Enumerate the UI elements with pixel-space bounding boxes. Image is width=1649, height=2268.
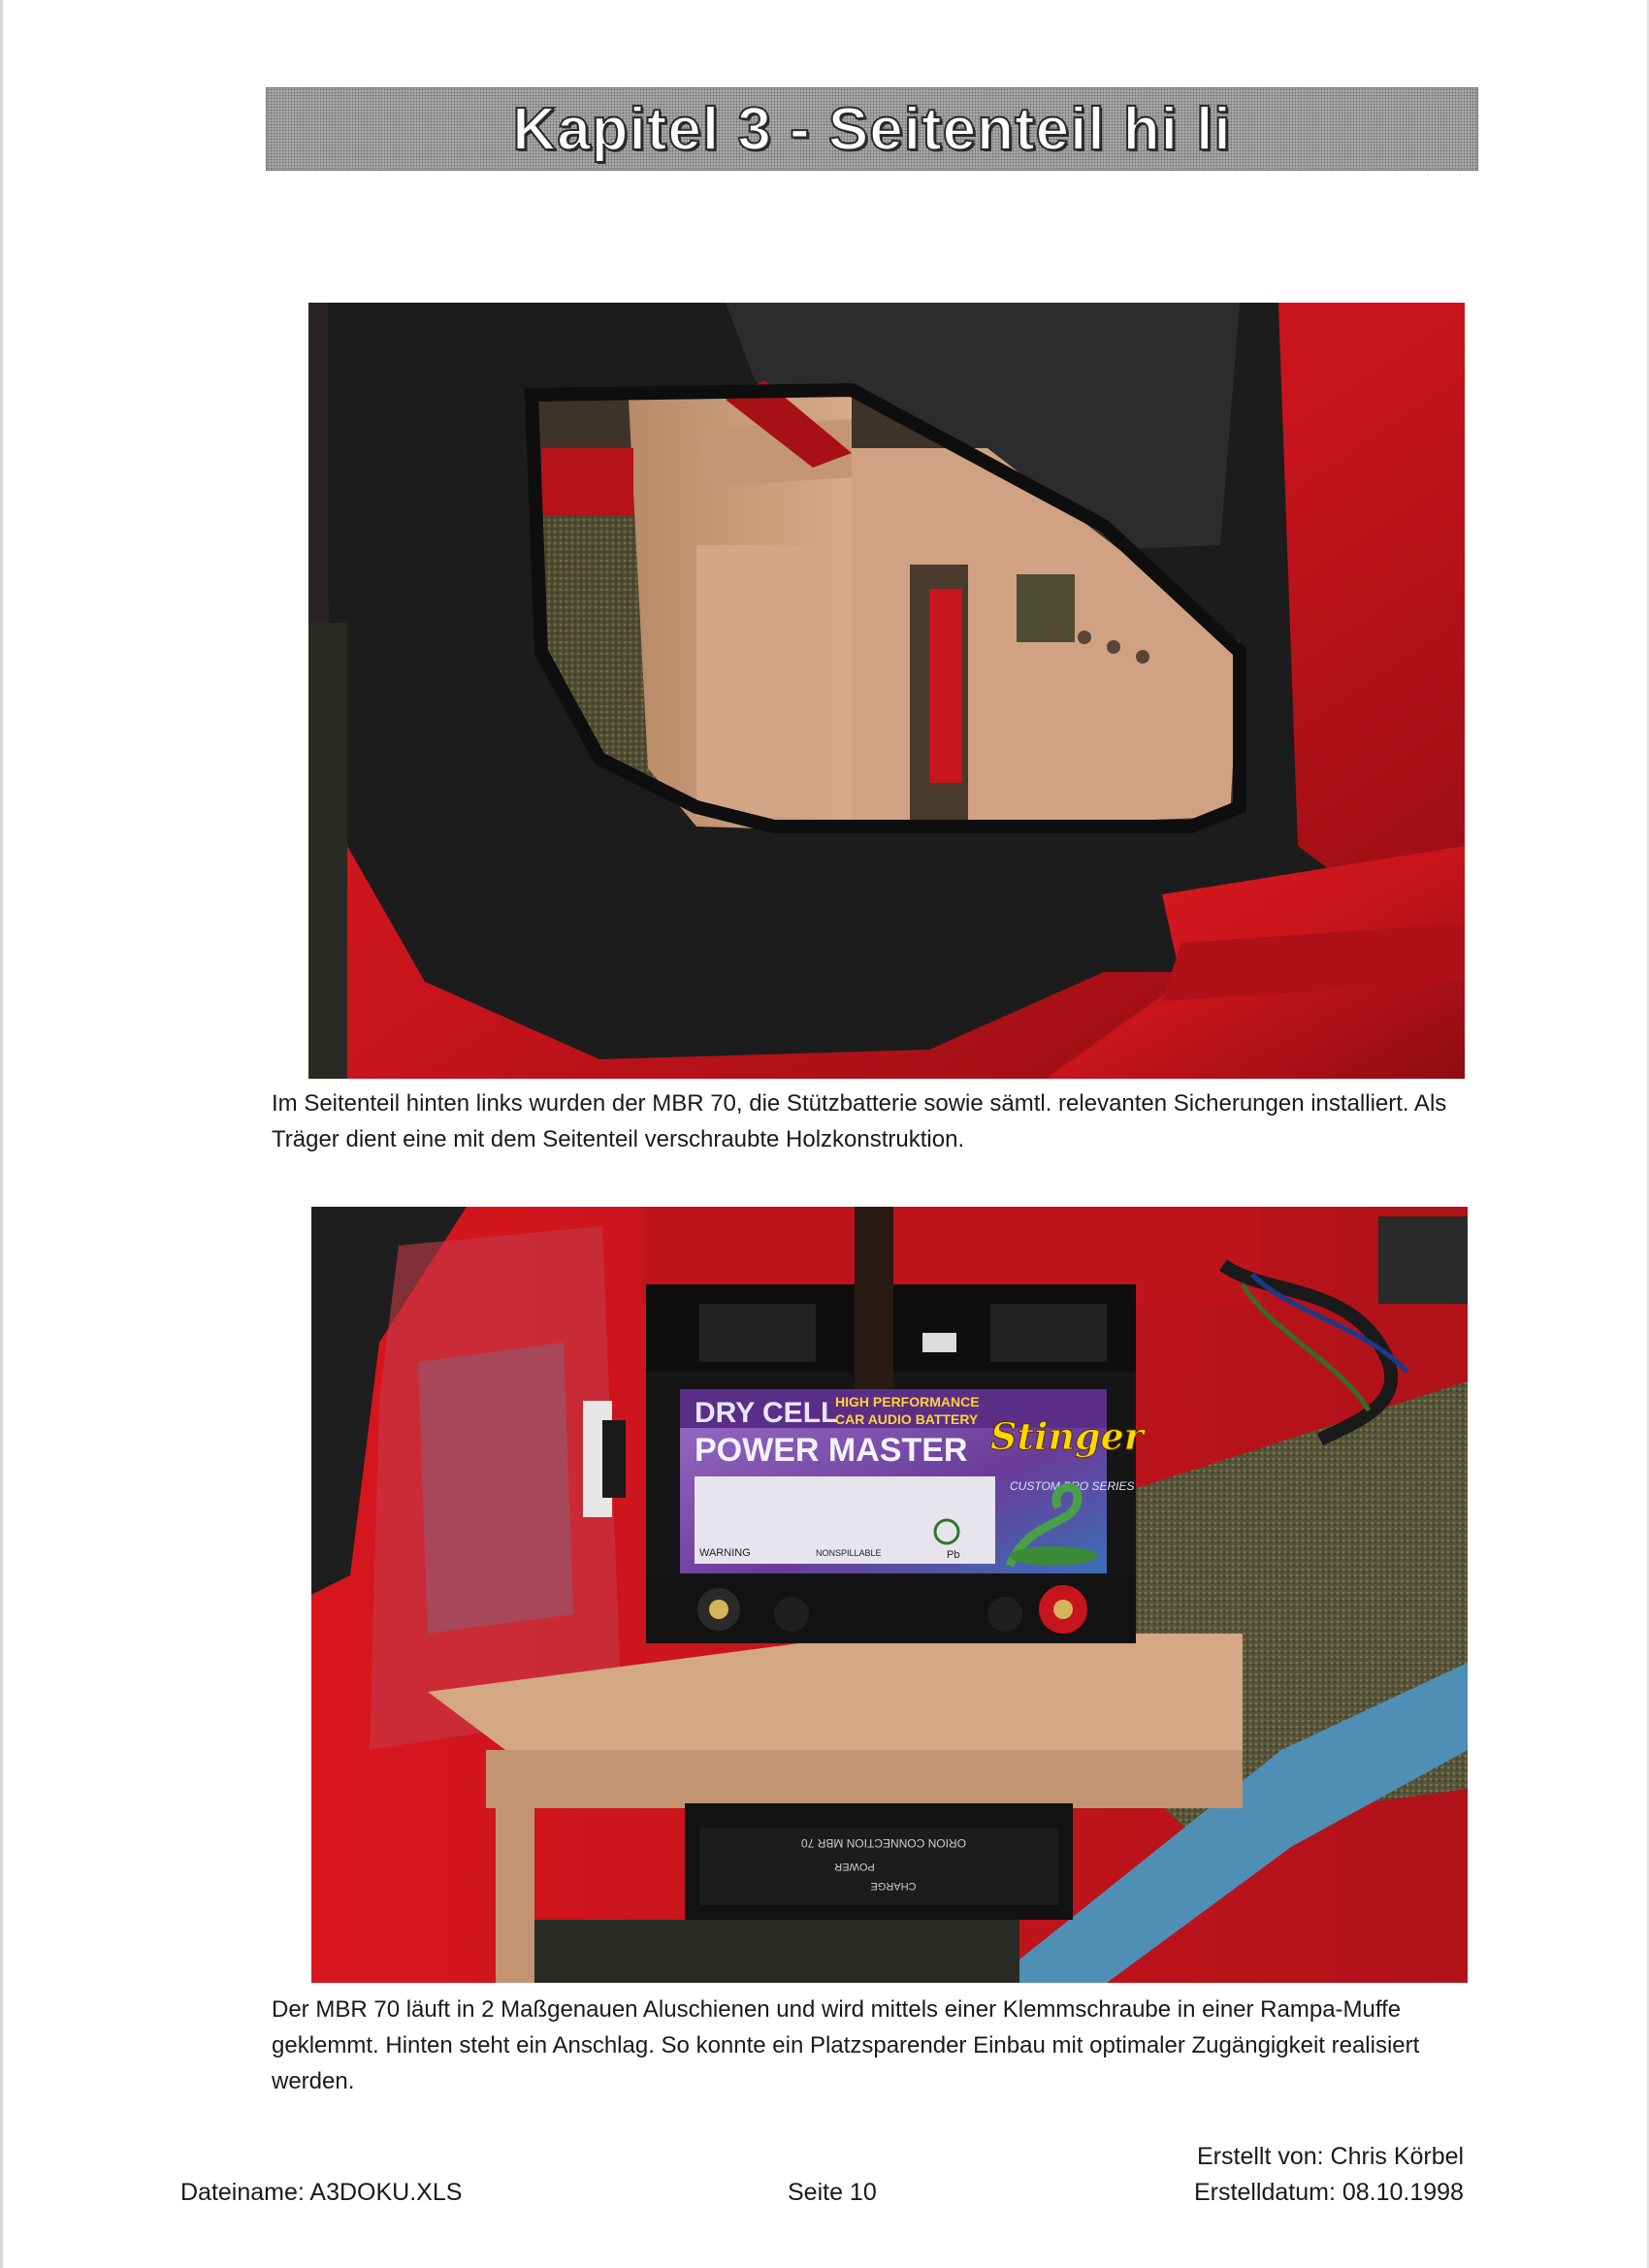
footer-filename: Dateiname: A3DOKU.XLS <box>180 2179 463 2206</box>
photo-2-caption: Der MBR 70 läuft in 2 Maßgenauen Aluschienen und wird mittels einer Klemmschraube in einer Rampa-Muffe geklemmt. Hinten steht ein Anschlag. So konnte ein Platzsparender Einbau mit optimaler Zugängigkeit realisiert werden. <box>272 1996 1420 2094</box>
battery-mbr70-photo <box>311 1207 1468 1983</box>
footer-date: Erstelldatum: 08.10.1998 <box>1194 2179 1464 2206</box>
module-label-line3: CHARGE <box>870 1880 917 1892</box>
battery-nonspill: NONSPILLABLE <box>816 1548 882 1558</box>
chapter-title-banner <box>266 87 1478 171</box>
side-panel-illustration <box>308 303 1465 1079</box>
battery-label-line2: POWER MASTER <box>695 1432 968 1469</box>
footer-page-number: Seite 10 <box>788 2179 877 2206</box>
photo-1-caption: Im Seitenteil hinten links wurden der MBR 70, die Stützbatterie sowie sämtl. relevanten Sicherungen installiert. Als Träger dient eine mit dem Seitenteil verschraubte Holzkonstruktion. <box>272 1090 1447 1152</box>
battery-label-tag1: HIGH PERFORMANCE <box>835 1394 980 1409</box>
battery-pb: Pb <box>947 1549 960 1561</box>
chapter-title: Kapitel 3 - Seitenteil hi li <box>512 95 1232 163</box>
battery-series: CUSTOM PRO SERIES <box>1010 1479 1135 1493</box>
battery-label-line1: DRY CELL <box>695 1397 839 1429</box>
battery-warning: WARNING <box>699 1547 751 1559</box>
module-label-line1: ORION CONNECTION MBR 70 <box>800 1836 967 1850</box>
battery-illustration <box>311 1207 1468 1983</box>
side-panel-wood-frame-photo <box>308 303 1465 1079</box>
battery-label-tag2: CAR AUDIO BATTERY <box>835 1411 979 1427</box>
page-edge-left <box>0 0 3 2268</box>
module-label-line2: POWER <box>834 1861 875 1872</box>
footer-author: Erstellt von: Chris Körbel <box>1197 2143 1465 2170</box>
battery-brand-logo: Stinger <box>990 1414 1144 1458</box>
